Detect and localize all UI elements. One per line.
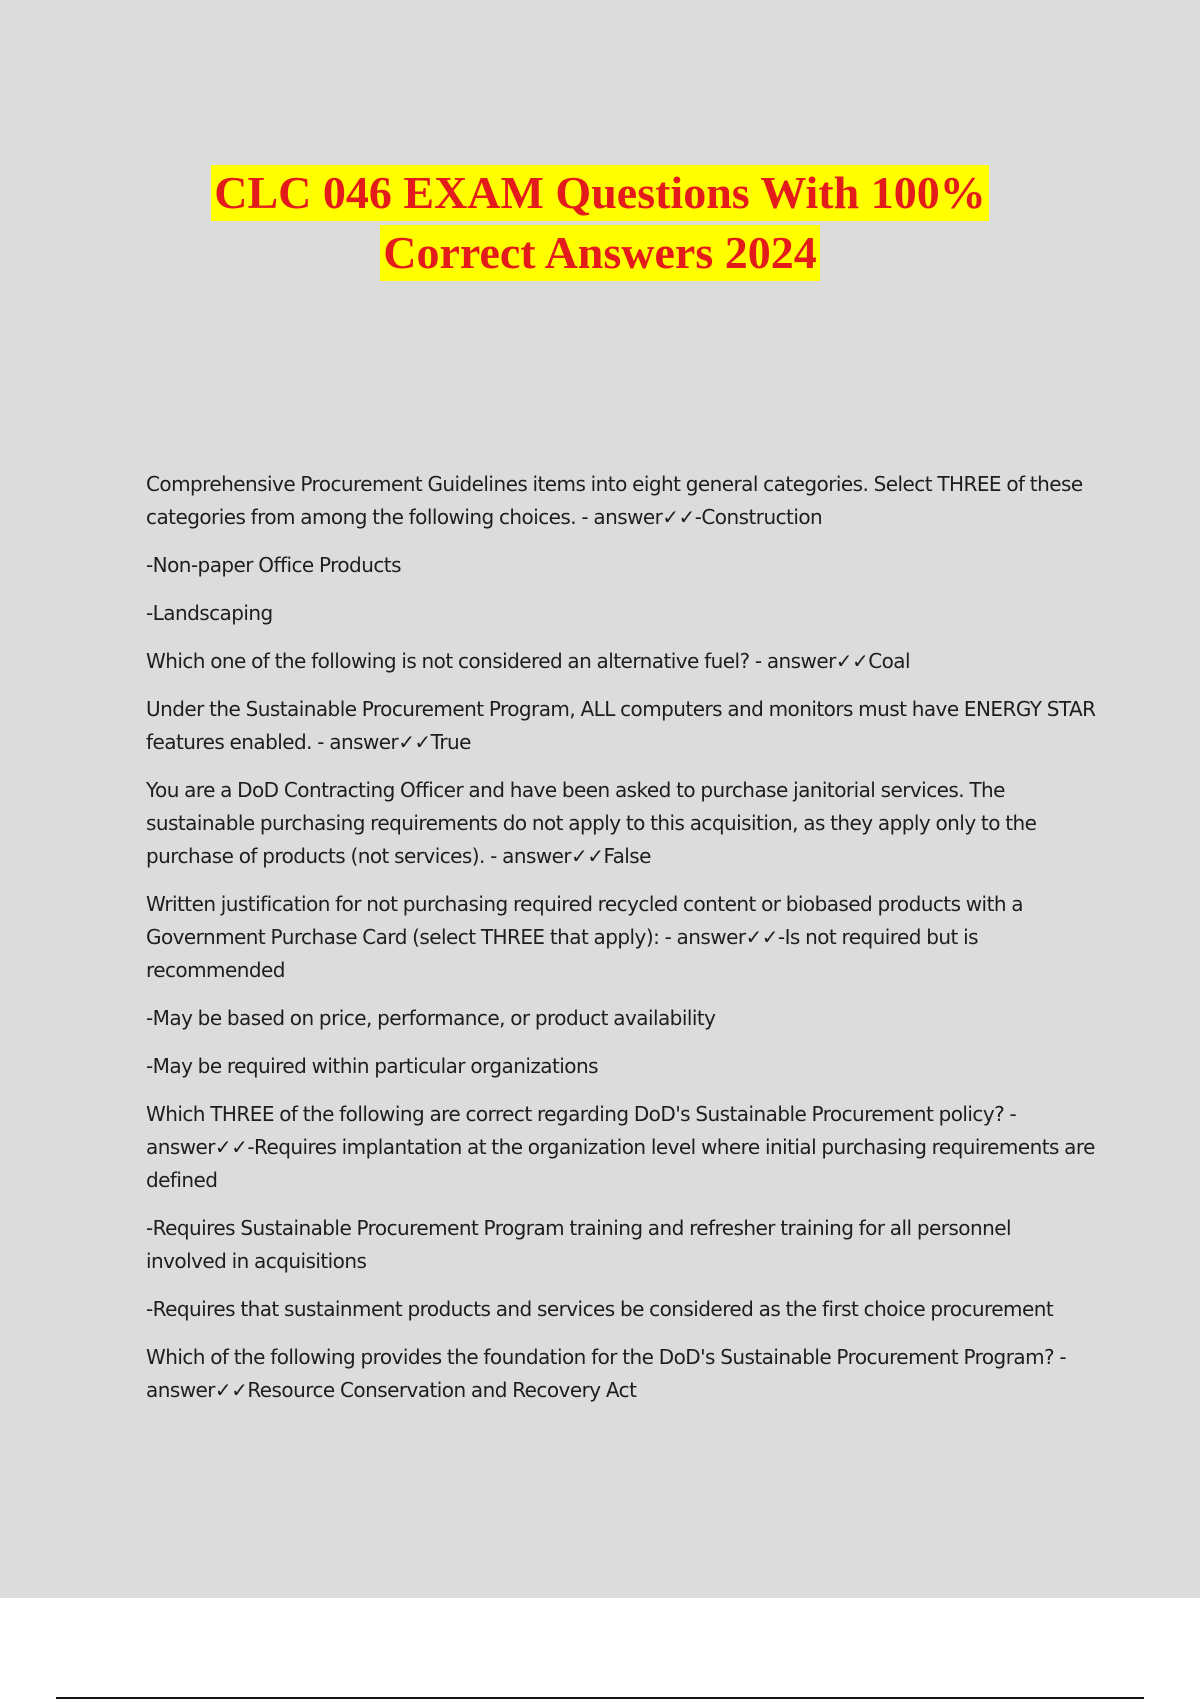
title-line-2: Correct Answers 2024 <box>380 225 820 281</box>
paragraph: Under the Sustainable Procurement Program, ALL computers and monitors must have ENERGY STAR features enabled. - answer✓✓True <box>146 697 1096 754</box>
page-divider <box>56 1697 1144 1699</box>
paragraph: -Non-paper Office Products <box>146 553 401 577</box>
paragraph: You are a DoD Contracting Officer and have been asked to purchase janitorial services. The sustainable purchasing requirements do not apply to this acquisition, as they apply only to the purchase of products (not services). - answer✓✓False <box>146 778 1037 868</box>
paragraph: -Requires Sustainable Procurement Program training and refresher training for all personnel involved in acquisitions <box>146 1216 1011 1273</box>
paragraph: Comprehensive Procurement Guidelines items into eight general categories. Select THREE of these categories from among the following choices. - answer✓✓-Construction <box>146 472 1083 529</box>
document-body <box>146 468 1096 1422</box>
paragraph: -May be based on price, performance, or product availability <box>146 1006 716 1030</box>
document-title <box>0 165 1200 285</box>
paragraph: -Requires that sustainment products and services be considered as the first choice procurement <box>146 1297 1054 1321</box>
title-line-1: CLC 046 EXAM Questions With 100% <box>211 165 988 221</box>
paragraph: -Landscaping <box>146 601 273 625</box>
paragraph: Written justification for not purchasing required recycled content or biobased products with a Government Purchase Card (select THREE that apply): - answer✓✓-Is not required but is recommended <box>146 892 1023 982</box>
paragraph: Which one of the following is not considered an alternative fuel? - answer✓✓Coal <box>146 649 911 673</box>
paragraph: Which of the following provides the foundation for the DoD's Sustainable Procurement Program? - answer✓✓Resource Conservation and Recovery Act <box>146 1345 1067 1402</box>
paragraph: Which THREE of the following are correct regarding DoD's Sustainable Procurement policy? - answer✓✓-Requires implantation at the organization level where initial purchasing requirements are defined <box>146 1102 1095 1192</box>
paragraph: -May be required within particular organizations <box>146 1054 598 1078</box>
